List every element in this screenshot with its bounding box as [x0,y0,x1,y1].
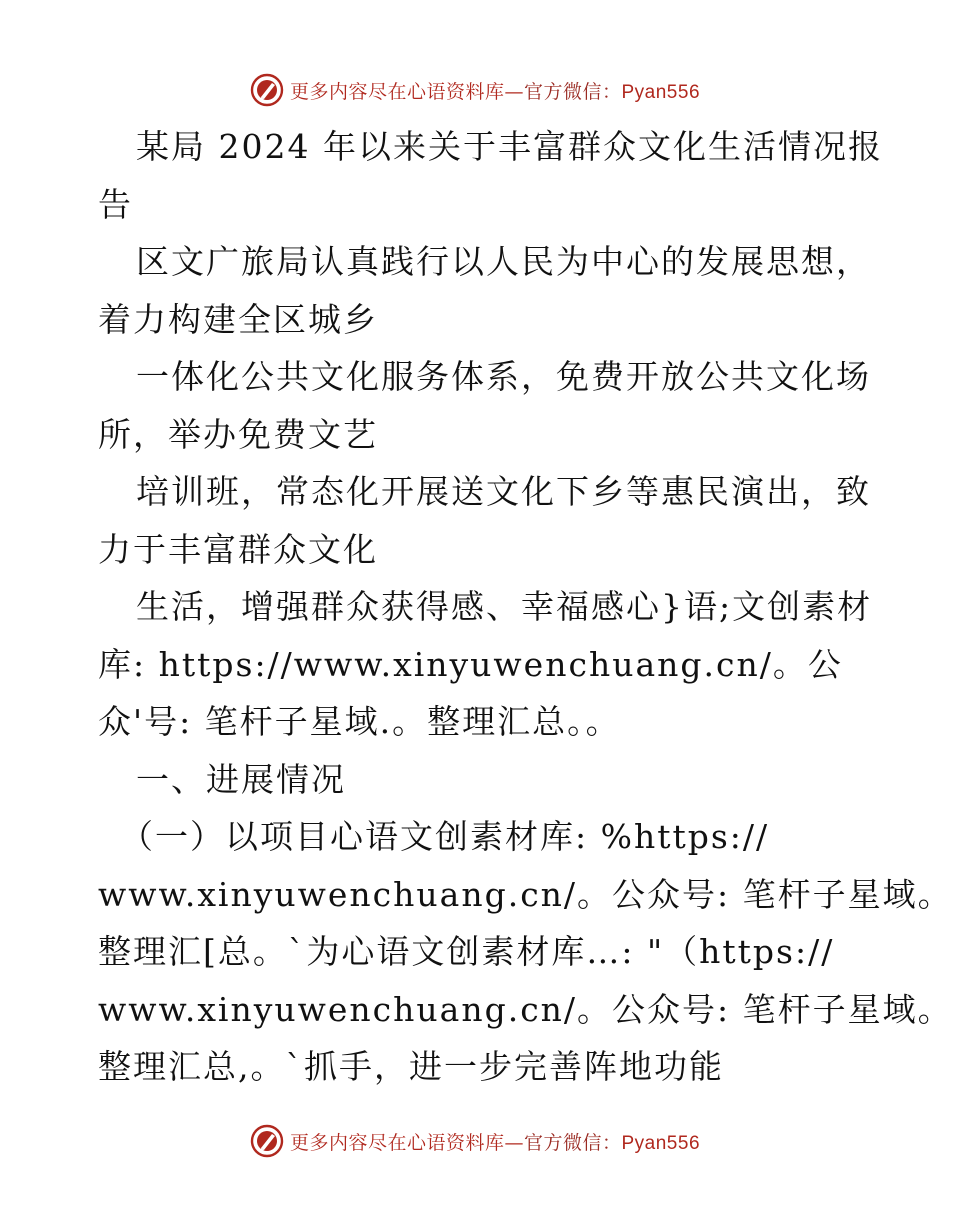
paragraph-line: 所，举办免费文艺 [98,414,378,454]
watermark-wechat-label: 官方微信： [523,1131,622,1154]
paragraph-line: 培训班，常态化开展送文化下乡等惠民演出，致 [136,472,871,511]
paragraph-line: www.xinyuwenchuang.cn/。公众号: 笔杆子星域。 [98,874,953,914]
watermark-title: 更多内容尽在心语资料库 [289,80,505,103]
watermark-text [290,77,700,104]
watermark-wechat-label: 官方微信： [523,80,622,103]
watermark-dash: — [504,1131,524,1154]
paragraph-line: www.xinyuwenchuang.cn/。公众号: 笔杆子星域。 [98,989,953,1029]
paragraph-line: 一体化公共文化服务体系，免费开放公共文化场 [136,357,871,396]
paragraph-line: 整理汇[总。`为心语文创素材库…: "（https:// [98,932,835,971]
paragraph-line: 着力构建全区城乡 [98,299,378,339]
paragraph-line: 整理汇总,。`抓手，进一步完善阵地功能 [98,1047,724,1086]
watermark-dash: — [504,80,524,103]
watermark-text [290,1128,700,1155]
paragraph-line: 生活，增强群众获得感、幸福感心}语;文创素材 [136,587,873,626]
watermark-account: Pyan556 [621,81,701,103]
paragraph-line: 区文广旅局认真践行以人民为中心的发展思想， [136,242,871,281]
pen-seal-icon [250,1124,284,1158]
document-body [98,118,953,1096]
paragraph-line: 库: https://www.xinyuwenchuang.cn/。公 [98,644,843,684]
paragraph-line: 力于丰富群众文化 [98,529,378,569]
document-title-line-2: 告 [98,184,133,224]
section-heading: 一、进展情况 [136,759,346,799]
footer-watermark [0,1119,950,1163]
watermark-account: Pyan556 [621,1132,701,1154]
header-watermark [0,68,950,112]
document-title-line-1: 某局 2024 年以来关于丰富群众文化生活情况报 [136,127,883,166]
pen-seal-icon [250,73,284,107]
subsection-heading-line: （一）以项目心语文创素材库: %https:// [120,817,770,856]
watermark-title: 更多内容尽在心语资料库 [289,1131,505,1154]
paragraph-line: 众'号: 笔杆子星域.。整理汇总。。 [98,702,621,741]
